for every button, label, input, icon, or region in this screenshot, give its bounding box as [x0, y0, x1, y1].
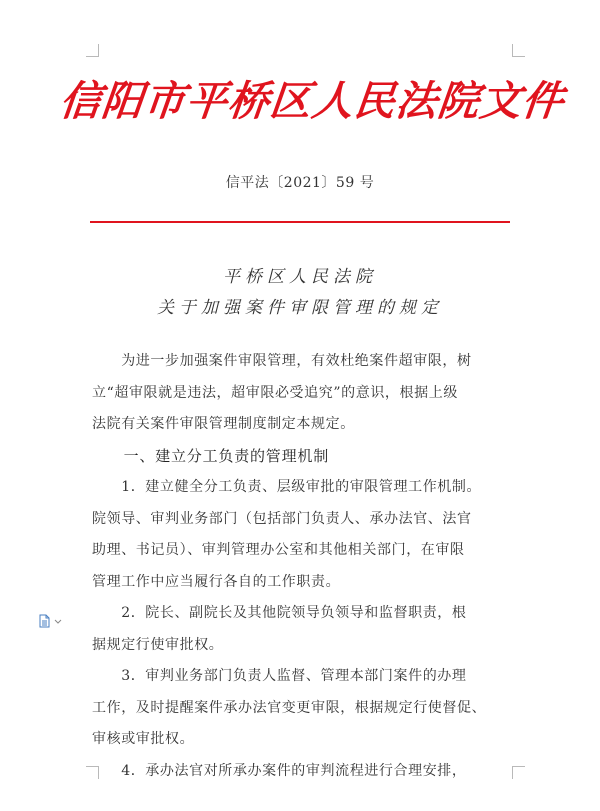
red-separator-line: [90, 221, 510, 223]
item-1-line: 助理、书记员）、审判管理办公室和其他相关部门，在审限: [92, 542, 465, 558]
item-4-line: 4．承办法官对所承办案件的审判流程进行合理安排，: [92, 762, 467, 779]
document-title-line-2: 关于加强案件审限管理的规定: [157, 298, 443, 318]
crop-mark-bottom-right: [512, 766, 525, 779]
intro-line: 为进一步加强案件审限管理，有效杜绝案件超审限，树: [92, 353, 472, 369]
item-3-line: 审核或审批权。: [92, 731, 195, 747]
document-title-line-1: 平桥区人民法院: [223, 267, 377, 287]
document-number: 信平法〔2021〕59 号: [225, 175, 375, 191]
item-3-line: 3．审判业务部门负责人监督、管理本部门案件的办理: [92, 668, 467, 684]
intro-line: 法院有关案件审限管理制度制定本规定。: [92, 416, 355, 432]
item-2-line: 2．院长、副院长及其他院领导负领导和监督职责，根: [92, 605, 467, 621]
crop-mark-top-right: [512, 44, 525, 57]
item-2-line: 据规定行使审批权。: [92, 636, 224, 653]
item-1-line: 管理工作中应当履行各自的工作职责。: [92, 573, 341, 590]
masthead-title: 信阳市平桥区人民法院文件: [57, 77, 567, 125]
section-heading: 一、建立分工负责的管理机制: [92, 446, 330, 465]
intro-line: 立“超审限就是违法，超审限必受追究”的意识，根据上级: [92, 384, 458, 401]
crop-mark-top-left: [86, 44, 99, 57]
item-1-line: 1．建立健全分工负责、层级审批的审限管理工作机制。: [92, 479, 482, 495]
item-3-line: 工作，及时提醒案件承办法官变更审限，根据规定行使督促、: [92, 699, 487, 716]
document-icon[interactable]: [38, 613, 64, 627]
item-1-line: 院领导、审判业务部门（包括部门负责人、承办法官、法官: [92, 510, 472, 527]
document-body: [92, 346, 510, 787]
